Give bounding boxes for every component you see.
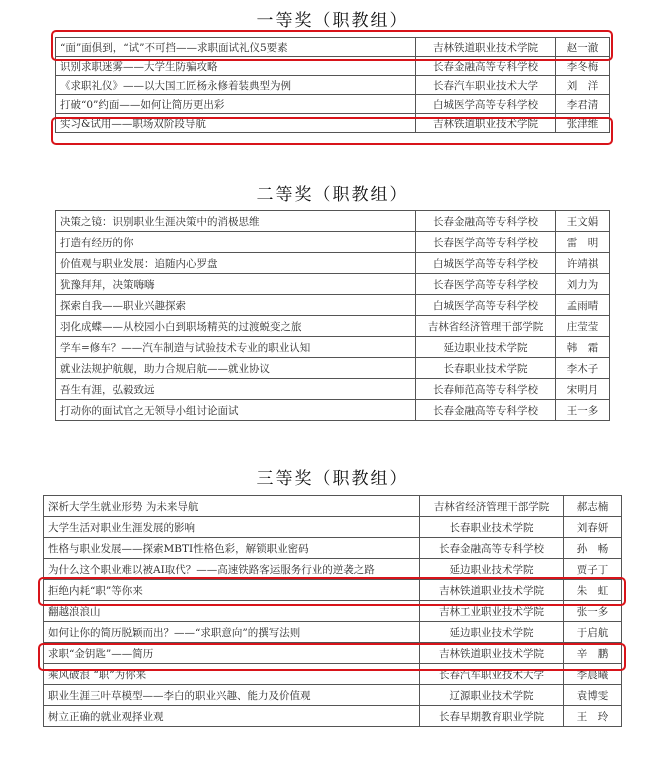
award-school: 长春金融高等专科学校	[416, 57, 556, 76]
table-row	[44, 706, 622, 727]
award-author: 李君清	[556, 95, 610, 114]
award-author: 贾子丁	[564, 559, 622, 580]
award-author: 孙 畅	[564, 538, 622, 559]
award-title: 就业法规护航舰，助力合规启航——就业协议	[56, 358, 416, 379]
section-title-first-prize: 一等奖（职教组）	[256, 11, 409, 31]
award-author: 宋明月	[556, 379, 610, 400]
award-title: 吾生有涯，弘毅致远	[56, 379, 416, 400]
award-title: 如何让你的简历脱颖而出？——“求职意向”的撰写法则	[44, 622, 420, 643]
award-author: 刘 洋	[556, 76, 610, 95]
award-school: 长春师范高等专科学校	[416, 379, 556, 400]
table-row	[56, 295, 610, 316]
award-author: 许靖祺	[556, 253, 610, 274]
award-title: 打造有经历的你	[56, 232, 416, 253]
award-title: “面”面俱到，“试”不可挡——求职面试礼仪5要素	[56, 38, 416, 57]
award-title: 羽化成蝶——从校园小白到职场精英的过渡蜕变之旅	[56, 316, 416, 337]
award-title: 深析大学生就业形势 为未来导航	[44, 496, 420, 517]
award-school: 吉林省经济管理干部学院	[416, 316, 556, 337]
award-author: 郝志楠	[564, 496, 622, 517]
award-school: 长春金融高等专科学校	[420, 538, 564, 559]
award-school: 长春医学高等专科学校	[416, 274, 556, 295]
table-row	[56, 274, 610, 295]
award-school: 吉林铁道职业技术学院	[416, 38, 556, 57]
award-author: 李冬梅	[556, 57, 610, 76]
table-row	[56, 316, 610, 337]
award-author: 王文娟	[556, 211, 610, 232]
third-prize-table	[43, 495, 622, 727]
award-author: 王一多	[556, 400, 610, 421]
award-author: 朱 虹	[564, 580, 622, 601]
award-school: 白城医学高等专科学校	[416, 253, 556, 274]
award-school: 长春金融高等专科学校	[416, 400, 556, 421]
table-row	[56, 400, 610, 421]
award-author: 辛 鹏	[564, 643, 622, 664]
table-row	[56, 211, 610, 232]
award-school: 延边职业技术学院	[416, 337, 556, 358]
award-author: 赵一澈	[556, 38, 610, 57]
table-row	[56, 57, 610, 76]
award-school: 长春医学高等专科学校	[416, 232, 556, 253]
table-row	[56, 379, 610, 400]
table-row	[44, 496, 622, 517]
award-title: 树立正确的就业观择业观	[44, 706, 420, 727]
award-school: 延边职业技术学院	[420, 559, 564, 580]
section-title-second-prize: 二等奖（职教组）	[256, 185, 409, 205]
table-row	[44, 559, 622, 580]
award-school: 长春早期教育职业学院	[420, 706, 564, 727]
table-row	[56, 76, 610, 95]
table-row	[44, 517, 622, 538]
award-title: 识别求职迷雾——大学生防骗攻略	[56, 57, 416, 76]
award-author: 庄莹莹	[556, 316, 610, 337]
award-author: 张一多	[564, 601, 622, 622]
table-row	[56, 358, 610, 379]
award-title: 打动你的面试官之无领导小组讨论面试	[56, 400, 416, 421]
award-author: 王 玲	[564, 706, 622, 727]
award-title: 价值观与职业发展：追随内心罗盘	[56, 253, 416, 274]
table-row	[44, 685, 622, 706]
second-prize-table	[55, 210, 610, 421]
award-school: 吉林工业职业技术学院	[420, 601, 564, 622]
award-author: 刘力为	[556, 274, 610, 295]
award-school: 长春职业技术学院	[420, 517, 564, 538]
award-author: 张津维	[556, 114, 610, 133]
award-title: 《求职礼仪》——以大国工匠杨永修着装典型为例	[56, 76, 416, 95]
award-title: 探索自我——职业兴趣探索	[56, 295, 416, 316]
award-title: 学车=修车？——汽车制造与试验技术专业的职业认知	[56, 337, 416, 358]
table-row	[56, 337, 610, 358]
award-school: 吉林铁道职业技术学院	[416, 114, 556, 133]
award-school: 长春汽车职业技术大学	[416, 76, 556, 95]
award-author: 韩 霜	[556, 337, 610, 358]
award-title: 大学生活对职业生涯发展的影响	[44, 517, 420, 538]
award-title: 求职“金钥匙”——简历	[44, 643, 420, 664]
award-author: 李木子	[556, 358, 610, 379]
award-title: 犹豫拜拜，决策嗨嗨	[56, 274, 416, 295]
award-school: 吉林铁道职业技术学院	[420, 643, 564, 664]
award-title: 决策之镜：识别职业生涯决策中的消极思维	[56, 211, 416, 232]
table-row	[44, 538, 622, 559]
award-author: 于启航	[564, 622, 622, 643]
first-prize-table	[55, 37, 610, 133]
award-title: 性格与职业发展——探索MBTI性格色彩，解锁职业密码	[44, 538, 420, 559]
table-row	[44, 580, 622, 601]
award-title: 打破“0”约面——如何让简历更出彩	[56, 95, 416, 114]
award-school: 吉林省经济管理干部学院	[420, 496, 564, 517]
table-row	[56, 38, 610, 57]
award-author: 袁博雯	[564, 685, 622, 706]
award-title: 实习&试用——职场双阶段导航	[56, 114, 416, 133]
table-row	[56, 253, 610, 274]
table-row	[56, 114, 610, 133]
award-school: 吉林铁道职业技术学院	[420, 580, 564, 601]
award-school: 辽源职业技术学院	[420, 685, 564, 706]
award-title: 职业生涯三叶草模型——李白的职业兴趣、能力及价值观	[44, 685, 420, 706]
section-title-third-prize: 三等奖（职教组）	[256, 469, 409, 489]
table-row	[56, 95, 610, 114]
award-author: 李晨曦	[564, 664, 622, 685]
award-school: 长春汽车职业技术大学	[420, 664, 564, 685]
award-author: 雷 明	[556, 232, 610, 253]
award-title: 拒绝内耗“职”等你来	[44, 580, 420, 601]
table-row	[44, 643, 622, 664]
award-school: 长春职业技术学院	[416, 358, 556, 379]
award-author: 孟雨晴	[556, 295, 610, 316]
award-title: 乘风破浪 “职”为你来	[44, 664, 420, 685]
award-title: 翻越浪浪山	[44, 601, 420, 622]
table-row	[44, 622, 622, 643]
award-title: 为什么这个职业难以被AI取代？——高速铁路客运服务行业的逆袭之路	[44, 559, 420, 580]
award-author: 刘春妍	[564, 517, 622, 538]
table-row	[56, 232, 610, 253]
award-school: 白城医学高等专科学校	[416, 95, 556, 114]
award-school: 长春金融高等专科学校	[416, 211, 556, 232]
award-school: 白城医学高等专科学校	[416, 295, 556, 316]
table-row	[44, 601, 622, 622]
table-row	[44, 664, 622, 685]
award-school: 延边职业技术学院	[420, 622, 564, 643]
